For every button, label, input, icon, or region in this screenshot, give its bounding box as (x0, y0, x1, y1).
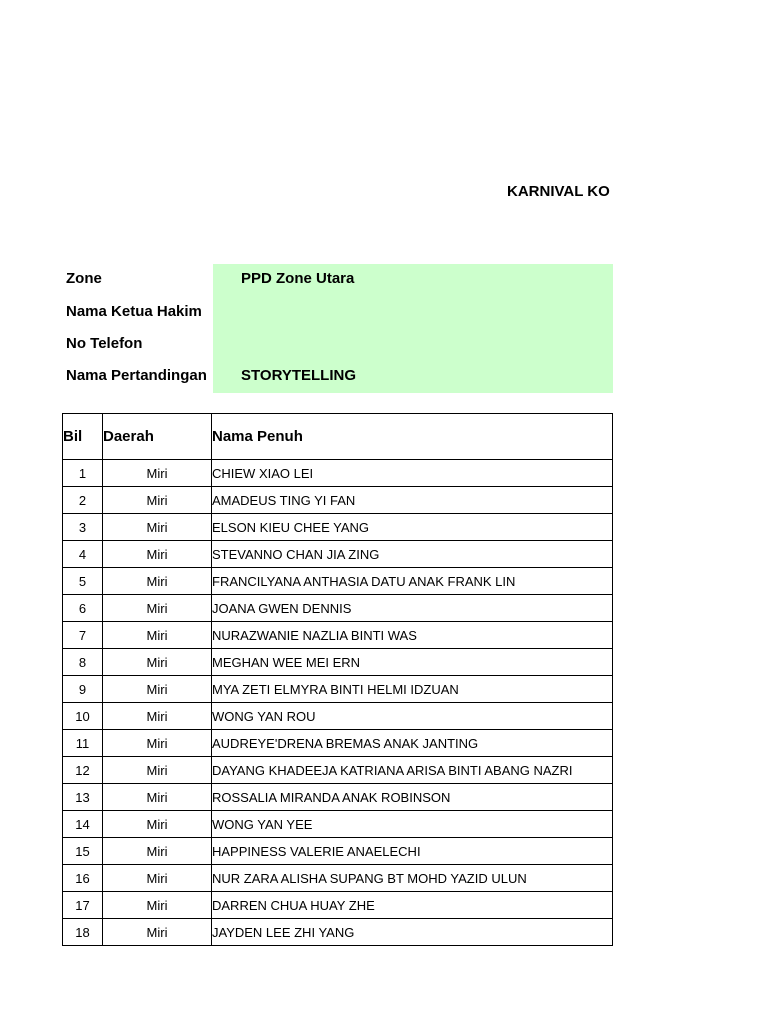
cell-nama-penuh: DARREN CHUA HUAY ZHE (212, 892, 613, 919)
cell-nama-penuh: ROSSALIA MIRANDA ANAK ROBINSON (212, 784, 613, 811)
cell-nama-penuh: NURAZWANIE NAZLIA BINTI WAS (212, 622, 613, 649)
cell-nama-penuh: MEGHAN WEE MEI ERN (212, 649, 613, 676)
cell-bil: 12 (63, 757, 103, 784)
cell-bil: 17 (63, 892, 103, 919)
cell-daerah: Miri (103, 784, 212, 811)
header-bil: Bil (63, 414, 103, 460)
cell-bil: 8 (63, 649, 103, 676)
cell-nama-penuh: FRANCILYANA ANTHASIA DATU ANAK FRANK LIN (212, 568, 613, 595)
telefon-label: No Telefon (66, 335, 143, 352)
cell-nama-penuh: AMADEUS TING YI FAN (212, 487, 613, 514)
table-row (63, 649, 613, 676)
cell-daerah: Miri (103, 703, 212, 730)
cell-nama-penuh: WONG YAN YEE (212, 811, 613, 838)
cell-bil: 11 (63, 730, 103, 757)
cell-nama-penuh: HAPPINESS VALERIE ANAELECHI (212, 838, 613, 865)
cell-bil: 4 (63, 541, 103, 568)
cell-nama-penuh: ELSON KIEU CHEE YANG (212, 514, 613, 541)
zone-value: PPD Zone Utara (241, 270, 355, 287)
page-title: KARNIVAL KO (507, 183, 610, 200)
table-row (63, 568, 613, 595)
cell-bil: 9 (63, 676, 103, 703)
cell-nama-penuh: JAYDEN LEE ZHI YANG (212, 919, 613, 946)
table-row (63, 784, 613, 811)
cell-bil: 16 (63, 865, 103, 892)
table-row (63, 865, 613, 892)
cell-nama-penuh: MYA ZETI ELMYRA BINTI HELMI IDZUAN (212, 676, 613, 703)
cell-daerah: Miri (103, 838, 212, 865)
cell-nama-penuh: JOANA GWEN DENNIS (212, 595, 613, 622)
table-header-row (63, 414, 613, 460)
cell-bil: 3 (63, 514, 103, 541)
cell-daerah: Miri (103, 892, 212, 919)
cell-bil: 15 (63, 838, 103, 865)
table-row (63, 919, 613, 946)
cell-daerah: Miri (103, 919, 212, 946)
cell-bil: 1 (63, 460, 103, 487)
cell-nama-penuh: DAYANG KHADEEJA KATRIANA ARISA BINTI ABANG NAZRI (212, 757, 613, 784)
cell-daerah: Miri (103, 811, 212, 838)
table-row (63, 460, 613, 487)
cell-daerah: Miri (103, 514, 212, 541)
table-row (63, 514, 613, 541)
cell-nama-penuh: STEVANNO CHAN JIA ZING (212, 541, 613, 568)
cell-daerah: Miri (103, 730, 212, 757)
cell-bil: 7 (63, 622, 103, 649)
header-nama-penuh: Nama Penuh (212, 414, 613, 460)
table-row (63, 757, 613, 784)
table-row (63, 622, 613, 649)
table-row (63, 487, 613, 514)
table-row (63, 730, 613, 757)
cell-bil: 2 (63, 487, 103, 514)
cell-bil: 18 (63, 919, 103, 946)
header-daerah: Daerah (103, 414, 212, 460)
pertandingan-value: STORYTELLING (241, 367, 357, 384)
cell-daerah: Miri (103, 757, 212, 784)
cell-daerah: Miri (103, 649, 212, 676)
cell-daerah: Miri (103, 460, 212, 487)
ketua-hakim-label: Nama Ketua Hakim (66, 303, 202, 320)
table-row (63, 676, 613, 703)
pertandingan-label: Nama Pertandingan (66, 367, 207, 384)
cell-daerah: Miri (103, 865, 212, 892)
cell-daerah: Miri (103, 541, 212, 568)
participant-table (62, 413, 613, 946)
table-row (63, 892, 613, 919)
cell-daerah: Miri (103, 622, 212, 649)
cell-bil: 10 (63, 703, 103, 730)
table-row (63, 595, 613, 622)
cell-bil: 5 (63, 568, 103, 595)
cell-bil: 13 (63, 784, 103, 811)
table-row (63, 838, 613, 865)
cell-daerah: Miri (103, 487, 212, 514)
cell-nama-penuh: AUDREYE'DRENA BREMAS ANAK JANTING (212, 730, 613, 757)
cell-bil: 6 (63, 595, 103, 622)
table-row (63, 811, 613, 838)
cell-nama-penuh: CHIEW XIAO LEI (212, 460, 613, 487)
table-row (63, 703, 613, 730)
cell-daerah: Miri (103, 676, 212, 703)
cell-bil: 14 (63, 811, 103, 838)
cell-daerah: Miri (103, 568, 212, 595)
table-row (63, 541, 613, 568)
zone-label: Zone (66, 270, 102, 287)
cell-nama-penuh: WONG YAN ROU (212, 703, 613, 730)
cell-nama-penuh: NUR ZARA ALISHA SUPANG BT MOHD YAZID ULUN (212, 865, 613, 892)
cell-daerah: Miri (103, 595, 212, 622)
